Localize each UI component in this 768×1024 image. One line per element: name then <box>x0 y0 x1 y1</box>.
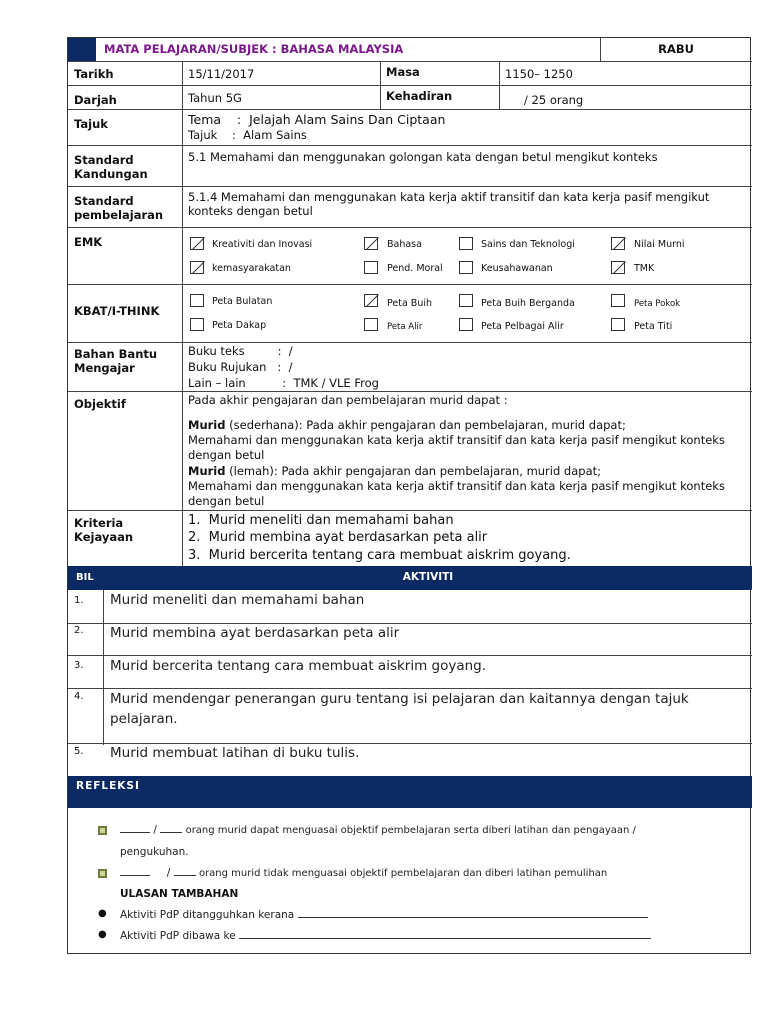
activity-num-5: 5. <box>74 746 84 757</box>
standard-pembelajaran-value: 5.1.4 Memahami dan menggunakan kata kerja aktif transitif dan kata kerja pasif mengikut konteks dengan betul <box>188 190 710 218</box>
kehadiran-value: / 25 orang <box>524 93 584 107</box>
ulasan-blank-1[interactable] <box>298 917 648 918</box>
emk-checkbox-kemasyarakatan[interactable] <box>190 261 204 274</box>
refleksi-header-bar <box>68 776 752 808</box>
objektif-sederhana-bold: Murid <box>188 418 226 432</box>
kbat-checkbox-alir[interactable] <box>364 318 378 331</box>
darjah-value: Tahun 5G <box>188 91 242 105</box>
bahan-line-3: Lain – lain : TMK / VLE Frog <box>188 376 379 390</box>
refleksi-checkbox-icon-2 <box>98 869 107 878</box>
objektif-lemah-rest: (lemah): Pada akhir pengajaran dan pembelajaran, murid dapat; <box>225 464 602 478</box>
emk-label-sains: Sains dan Teknologi <box>481 239 575 250</box>
standard-pembelajaran-label: Standard pembelajaran <box>74 194 164 222</box>
kbat-checkbox-pokok[interactable] <box>611 294 625 307</box>
objektif-lemah-bold: Murid <box>188 464 226 478</box>
kehadiran-label: Kehadiran <box>386 89 453 103</box>
activity-num-1: 1. <box>74 595 84 606</box>
emk-checkbox-kreativiti[interactable] <box>190 237 204 250</box>
ulasan-text-1: Aktiviti PdP ditangguhkan kerana <box>120 909 295 921</box>
emk-label-bahasa: Bahasa <box>387 239 422 250</box>
kbat-label: KBAT/I-THINK <box>74 304 160 318</box>
refleksi-line-1 <box>120 820 746 841</box>
objektif-sederhana-heading <box>188 418 748 432</box>
bullet-dot-1: ● <box>98 908 107 919</box>
kbat-checkbox-titi[interactable] <box>611 318 625 331</box>
activity-num-4: 4. <box>74 691 84 702</box>
refleksi-blank-1a[interactable] <box>120 832 150 833</box>
activity-num-2: 2. <box>74 625 84 636</box>
refleksi-text-1: orang murid dapat menguasai objektif pembelajaran serta diberi latihan dan pengayaan / <box>185 825 636 836</box>
bahan-line-2: Buku Rujukan : / <box>188 360 293 374</box>
refleksi-sep-1: / <box>153 824 157 836</box>
aktiviti-header-label: AKTIVITI <box>402 571 454 583</box>
emk-label-tmk: TMK <box>634 263 655 274</box>
emk-label: EMK <box>74 235 103 249</box>
standard-kandungan-label: Standard Kandungan <box>74 153 148 181</box>
subject-title: MATA PELAJARAN/SUBJEK : BAHASA MALAYSIA <box>104 42 404 56</box>
objektif-lemah-body: Memahami dan menggunakan kata kerja aktif transitif dan kata kerja pasif mengikut konteks dengan betul <box>188 479 725 508</box>
emk-checkbox-sains[interactable] <box>459 237 473 250</box>
tajuk-label: Tajuk <box>74 117 108 131</box>
emk-checkbox-nilai[interactable] <box>611 237 625 250</box>
objektif-sederhana-rest: (sederhana): Pada akhir pengajaran dan pembelajaran, murid dapat; <box>225 418 626 432</box>
masa-value: 1150– 1250 <box>505 67 573 81</box>
objektif-sederhana-body: Memahami dan menggunakan kata kerja aktif transitif dan kata kerja pasif mengikut konteks dengan betul <box>188 433 725 462</box>
emk-label-moral: Pend. Moral <box>387 263 443 274</box>
kbat-label-pelbagai-alir: Peta Pelbagai Alir <box>481 321 564 332</box>
tarikh-value: 15/11/2017 <box>188 67 255 81</box>
aktiviti-bil-label: BIL <box>76 572 94 583</box>
refleksi-checkbox-icon-1 <box>98 826 107 835</box>
kbat-label-titi: Peta Titi <box>634 321 673 332</box>
kbat-checkbox-dakap[interactable] <box>190 318 204 331</box>
kbat-label-alir: Peta Alir <box>387 322 423 332</box>
ulasan-line-2 <box>120 926 651 946</box>
kbat-checkbox-pelbagai-alir[interactable] <box>459 318 473 331</box>
refleksi-line-2 <box>120 863 746 884</box>
kriteria-label: Kriteria Kejayaan <box>74 516 134 544</box>
objektif-lemah-heading <box>188 464 748 478</box>
refleksi-sep-2: / <box>166 867 171 879</box>
kbat-checkbox-buih[interactable] <box>364 294 378 307</box>
bahan-line-1: Buku teks : / <box>188 344 293 358</box>
refleksi-line-1-cont: pengukuhan. <box>120 846 189 858</box>
standard-kandungan-value: 5.1 Memahami dan menggunakan golongan kata dengan betul mengikut konteks <box>188 150 658 164</box>
bullet-dot-2: ● <box>98 929 107 940</box>
activity-text-4: Murid mendengar penerangan guru tentang isi pelajaran dan kaitannya dengan tajuk pelajaran. <box>110 691 689 727</box>
lesson-plan-document <box>67 37 751 954</box>
kriteria-item-3: 3. Murid bercerita tentang cara membuat aiskrim goyang. <box>188 548 571 563</box>
header-marker <box>68 38 96 61</box>
refleksi-blank-1b[interactable] <box>160 832 182 833</box>
kriteria-item-1: 1. Murid meneliti dan memahami bahan <box>188 513 454 528</box>
emk-checkbox-tmk[interactable] <box>611 261 625 274</box>
objektif-intro: Pada akhir pengajaran dan pembelajaran murid dapat : <box>188 393 508 407</box>
bahan-label: Bahan Bantu Mengajar <box>74 347 158 375</box>
kbat-checkbox-buih-berganda[interactable] <box>459 294 473 307</box>
kriteria-item-2: 2. Murid membina ayat berdasarkan peta alir <box>188 530 488 545</box>
ulasan-tambahan-heading: ULASAN TAMBAHAN <box>120 888 239 900</box>
activity-num-3: 3. <box>74 660 84 671</box>
emk-checkbox-moral[interactable] <box>364 261 378 274</box>
ulasan-line-1 <box>120 905 648 925</box>
emk-label-keusahawanan: Keusahawanan <box>481 263 553 274</box>
emk-label-kreativiti: Kreativiti dan Inovasi <box>212 239 313 250</box>
day-label: RABU <box>658 42 694 56</box>
emk-checkbox-bahasa[interactable] <box>364 237 378 250</box>
activity-text-3: Murid bercerita tentang cara membuat aiskrim goyang. <box>110 658 487 674</box>
activity-text-5: Murid membuat latihan di buku tulis. <box>110 745 360 761</box>
emk-label-nilai: Nilai Murni <box>634 239 685 250</box>
refleksi-blank-2b[interactable] <box>174 875 196 876</box>
kbat-label-pokok: Peta Pokok <box>634 299 681 309</box>
tajuk-line: Tajuk : Alam Sains <box>188 128 307 142</box>
activity-text-1: Murid meneliti dan memahami bahan <box>110 592 365 608</box>
kbat-checkbox-bulatan[interactable] <box>190 294 204 307</box>
ulasan-text-2: Aktiviti PdP dibawa ke <box>120 930 236 942</box>
emk-checkbox-keusahawanan[interactable] <box>459 261 473 274</box>
emk-label-kemasyarakatan: kemasyarakatan <box>212 263 291 274</box>
darjah-label: Darjah <box>74 93 117 107</box>
refleksi-blank-2a[interactable] <box>120 875 150 876</box>
refleksi-header-label: REFLEKSI <box>76 780 140 792</box>
ulasan-blank-2[interactable] <box>239 938 651 939</box>
kbat-label-dakap: Peta Dakap <box>212 320 267 331</box>
refleksi-text-2: orang murid tidak menguasai objektif pembelajaran dan diberi latihan pemulihan <box>198 868 608 879</box>
kbat-label-bulatan: Peta Bulatan <box>212 296 273 307</box>
masa-label: Masa <box>386 65 420 79</box>
tarikh-label: Tarikh <box>74 67 114 81</box>
kbat-label-buih: Peta Buih <box>387 298 432 309</box>
activity-text-2: Murid membina ayat berdasarkan peta alir <box>110 625 400 641</box>
tema-line: Tema : Jelajah Alam Sains Dan Ciptaan <box>188 112 446 127</box>
kbat-label-buih-berganda: Peta Buih Berganda <box>481 298 575 309</box>
objektif-label: Objektif <box>74 397 126 411</box>
